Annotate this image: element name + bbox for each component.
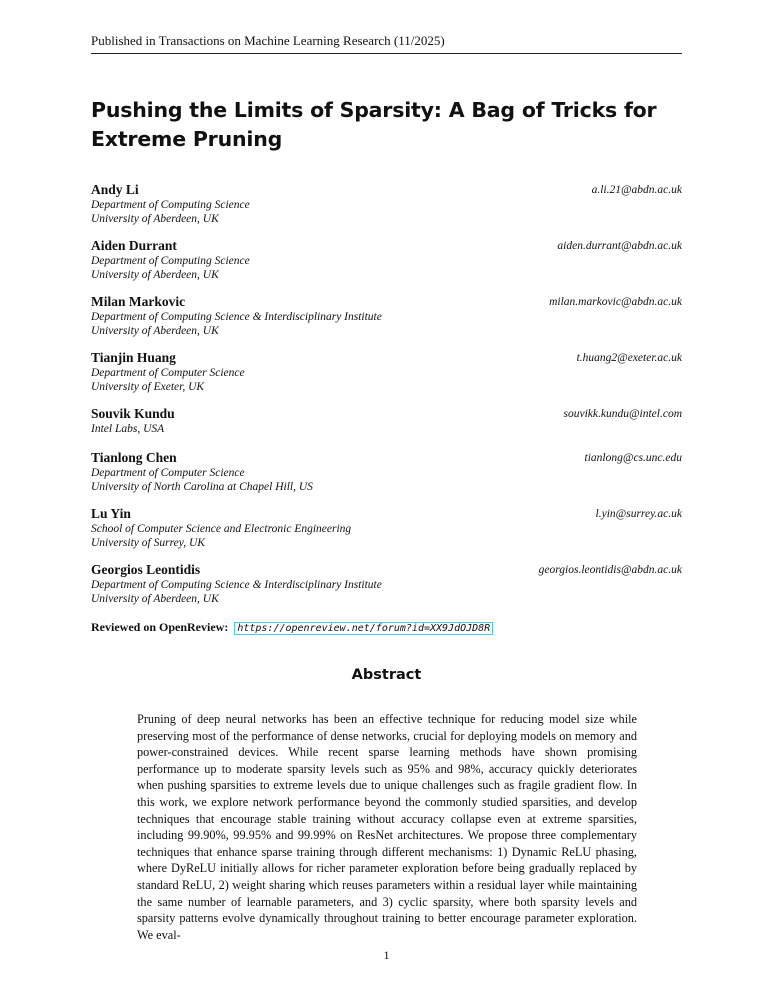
author-block (91, 181, 682, 237)
author-name: Lu Yin (91, 506, 131, 521)
openreview-link[interactable]: https://openreview.net/forum?id=XX9JdOJD8R (234, 622, 493, 635)
author-affiliation-line: Department of Computer Science (91, 467, 245, 479)
author-name: Milan Markovic (91, 294, 186, 309)
author-name: Tianlong Chen (91, 450, 177, 465)
author-affiliation-line: Department of Computer Science (91, 367, 245, 379)
author-name: Souvik Kundu (91, 406, 175, 421)
paper-title: Pushing the Limits of Sparsity: A Bag of Tricks for Extreme Pruning (91, 98, 657, 151)
author-affiliation-line: University of Exeter, UK (91, 381, 205, 393)
author-block (91, 237, 682, 293)
page-number: 1 (383, 948, 390, 962)
author-block (91, 349, 682, 405)
author-affiliation-line: University of Aberdeen, UK (91, 269, 219, 281)
author-affiliation-line: University of Surrey, UK (91, 537, 205, 549)
author-affiliation-line: Department of Computing Science & Interdisciplinary Institute (91, 579, 382, 591)
author-block (91, 505, 682, 561)
author-affiliation-line: University of Aberdeen, UK (91, 593, 219, 605)
author-affiliation-line: Department of Computing Science (91, 199, 250, 211)
author-name: Andy Li (91, 182, 139, 197)
author-email[interactable]: a.li.21@abdn.ac.uk (591, 184, 682, 196)
author-affiliation-line: School of Computer Science and Electronic Engineering (91, 523, 352, 535)
author-affiliation-line: University of North Carolina at Chapel Hill, US (91, 481, 313, 493)
author-affiliation-line: University of Aberdeen, UK (91, 325, 219, 337)
review-label: Reviewed on OpenReview: (91, 620, 229, 634)
author-email[interactable]: l.yin@surrey.ac.uk (595, 508, 682, 520)
author-email[interactable]: souvikk.kundu@intel.com (563, 408, 682, 420)
author-block (91, 449, 682, 505)
abstract-text: Pruning of deep neural networks has been an effective technique for reducing model size while preserving most of the performance of dense networks, crucial for deploying models on memory and power-constrained devices. While recent sparse learning methods have shown promising performance up to moderate sparsity levels such as 95% and 98%, accuracy quickly deteriorates when pushing sparsities to extreme levels due to unique challenges such as fragile gradient flow. In this work, we explore network performance beyond the commonly studied sparsities, and develop techniques that encourage stable training without accuracy collapse even at extreme sparsities, including 99.90%, 99.95% and 99.99% on ResNet architectures. We propose three complementary techniques that enhance sparse training through different mechanisms: 1) Dynamic ReLU phasing, where DyReLU initially allows for richer parameter exploration before being gradually replaced by standard ReLU, 2) weight sharing which reuses parameters within a residual layer while maintaining the same number of learnable parameters, and 3) cyclic sparsity, where both sparsity levels and sparsity patterns evolve dynamically throughout training to better encourage parameter exploration. We eval- (137, 712, 637, 942)
author-affiliation-line: Intel Labs, USA (91, 423, 165, 435)
running-header: Published in Transactions on Machine Learning Research (11/2025) (91, 32, 682, 54)
author-list (91, 181, 682, 617)
author-name: Tianjin Huang (91, 350, 176, 365)
author-email[interactable]: t.huang2@exeter.ac.uk (576, 352, 682, 364)
author-email[interactable]: aiden.durrant@abdn.ac.uk (557, 240, 682, 252)
author-name: Georgios Leontidis (91, 562, 201, 577)
author-block (91, 561, 682, 617)
author-affiliation-line: University of Aberdeen, UK (91, 213, 219, 225)
author-affiliation-line: Department of Computing Science & Interdisciplinary Institute (91, 311, 382, 323)
author-email[interactable]: georgios.leontidis@abdn.ac.uk (538, 564, 682, 576)
review-line (91, 619, 493, 637)
author-email[interactable]: milan.markovic@abdn.ac.uk (549, 296, 682, 308)
abstract-heading: Abstract (351, 667, 422, 683)
author-name: Aiden Durrant (91, 238, 177, 253)
author-block (91, 405, 682, 449)
author-affiliation-line: Department of Computing Science (91, 255, 250, 267)
author-block (91, 293, 682, 349)
author-email[interactable]: tianlong@cs.unc.edu (584, 452, 682, 464)
